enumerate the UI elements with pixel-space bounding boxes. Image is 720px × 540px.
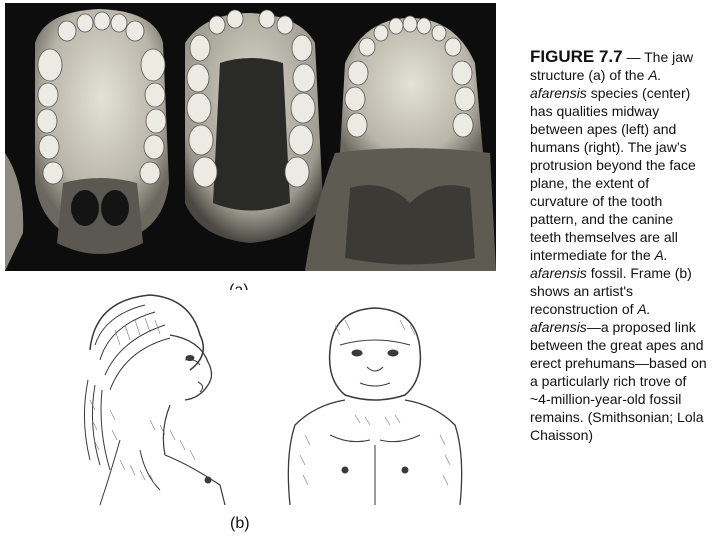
figure-caption — [530, 48, 708, 444]
profile-sketch-drawing — [50, 290, 260, 505]
jaw-comparison-illustration — [5, 3, 496, 271]
caption-species-1: A. afarensis — [530, 67, 662, 101]
caption-text-1: The jaw structure (a) of the — [530, 49, 694, 83]
afarensis-front-sketch — [275, 305, 475, 505]
front-sketch-drawing — [275, 305, 475, 505]
caption-dash: — — [622, 49, 645, 65]
figure-label: FIGURE 7.7 — [530, 47, 623, 66]
caption-species-3: A. afarensis — [530, 301, 651, 335]
caption-species-2: A. afarensis — [530, 247, 668, 281]
afarensis-jaw — [185, 10, 323, 243]
jaw-comparison-photo — [5, 3, 496, 271]
caption-text-2: species (center) has qualities midway between apes (left) and humans (right). The jaw’s protrusion beyond the face plane, the extent of curvature of the tooth pattern, and the canine teeth themselves are all intermediate for the — [530, 85, 696, 263]
caption-text-3: fossil. Frame (b) shows an artist's reconstruction of — [530, 265, 692, 317]
caption-text-4: —a proposed link between the great apes and erect prehumans—based on a particularly rich trove of ~4-million-year-old fossil remains. (Smithsonian; Lola Chaisson) — [530, 319, 707, 443]
afarensis-profile-sketch — [50, 290, 260, 505]
frame-b-label: (b) — [230, 515, 250, 532]
